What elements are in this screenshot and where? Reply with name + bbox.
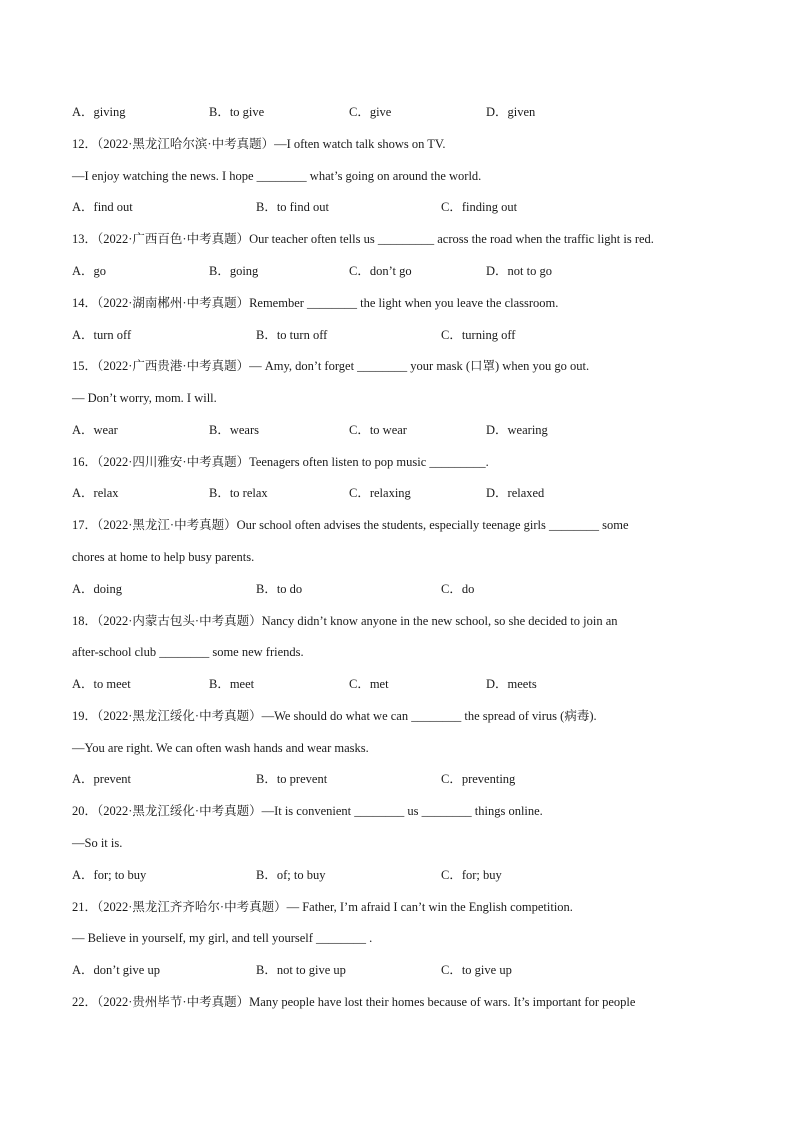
answer-option: C．turning off xyxy=(441,327,516,342)
question-line: 22．（2022·贵州毕节·中考真题）Many people have lost their homes because of wars. It’s important for people xyxy=(72,994,636,1009)
answer-option: A．giving xyxy=(72,105,126,119)
question-line: 21．（2022·黑龙江齐齐哈尔·中考真题）— Father, I’m afraid I can’t win the English competition. xyxy=(72,899,573,914)
question-line: 13．（2022·广西百色·中考真题）Our teacher often tells us _________ across the road when the traffic light is red. xyxy=(72,232,654,247)
answer-option: C．preventing xyxy=(441,772,516,787)
question-line: —You are right. We can often wash hands and wear masks. xyxy=(72,740,369,755)
question-line: —I enjoy watching the news. I hope ________ what’s going on around the world. xyxy=(72,168,482,183)
answer-option: A．turn off xyxy=(72,327,132,342)
answer-option: A．for; to buy xyxy=(72,867,147,882)
answer-option: A．go xyxy=(72,263,107,278)
question-line: 16．（2022·四川雅安·中考真题）Teenagers often listen to pop music _________. xyxy=(72,454,489,469)
answer-option: C．relaxing xyxy=(349,486,411,501)
question-line: 14．（2022·湖南郴州·中考真题）Remember ________ the light when you leave the classroom. xyxy=(72,295,559,310)
answer-option: A．relax xyxy=(72,486,119,501)
answer-option: A．wear xyxy=(72,422,118,437)
answer-option: C．do xyxy=(441,581,475,596)
question-line: 19．（2022·黑龙江绥化·中考真题）—We should do what we can ________ the spread of virus (病毒). xyxy=(72,708,597,723)
answer-option: B．of; to buy xyxy=(256,867,326,882)
answer-option: C．met xyxy=(349,677,389,691)
answer-option: B．to do xyxy=(256,581,303,596)
answer-option: B．meet xyxy=(209,677,255,691)
answer-option: D．meets xyxy=(486,677,537,691)
answer-option: C．for; buy xyxy=(441,867,502,882)
question-line: —So it is. xyxy=(72,835,123,850)
answer-option: A．to meet xyxy=(72,677,131,691)
question-line: 12．（2022·黑龙江哈尔滨·中考真题）—I often watch talk shows on TV. xyxy=(72,136,446,151)
answer-option: B．to find out xyxy=(256,200,329,215)
question-line: 15．（2022·广西贵港·中考真题）— Amy, don’t forget ________ your mask (口罩) when you go out. xyxy=(72,359,590,374)
question-line: — Believe in yourself, my girl, and tell yourself ________ . xyxy=(72,931,373,946)
answer-option: D．given xyxy=(486,105,536,119)
answer-option: C．to give up xyxy=(441,963,512,978)
answer-option: D．wearing xyxy=(486,422,548,437)
answer-option: B．to prevent xyxy=(256,772,328,787)
answer-option: A．prevent xyxy=(72,772,132,787)
answer-option: B．wears xyxy=(209,422,259,437)
answer-option: C．give xyxy=(349,105,392,119)
answer-option: A．find out xyxy=(72,200,133,215)
question-line: chores at home to help busy parents. xyxy=(72,549,255,564)
answer-option: B．to relax xyxy=(209,486,268,501)
question-line: 20．（2022·黑龙江绥化·中考真题）—It is convenient ________ us ________ things online. xyxy=(72,804,543,819)
answer-option: B．going xyxy=(209,263,259,278)
answer-option: D．relaxed xyxy=(486,486,545,501)
answer-option: A．don’t give up xyxy=(72,963,160,978)
answer-option: A．doing xyxy=(72,581,123,596)
answer-option: B．to give xyxy=(209,105,265,119)
question-line: after-school club ________ some new friends. xyxy=(72,645,304,660)
answer-option: B．not to give up xyxy=(256,963,346,978)
answer-option: C．finding out xyxy=(441,200,518,215)
answer-option: D．not to go xyxy=(486,263,552,278)
answer-option: C．don’t go xyxy=(349,263,412,278)
question-line: 18．（2022·内蒙古包头·中考真题）Nancy didn’t know anyone in the new school, so she decided to join an xyxy=(72,613,618,628)
answer-option: C．to wear xyxy=(349,422,407,437)
question-line: 17．（2022·黑龙江·中考真题）Our school often advises the students, especially teenage girls ________ some xyxy=(72,518,629,533)
answer-option: B．to turn off xyxy=(256,327,328,342)
question-line: — Don’t worry, mom. I will. xyxy=(72,391,217,405)
